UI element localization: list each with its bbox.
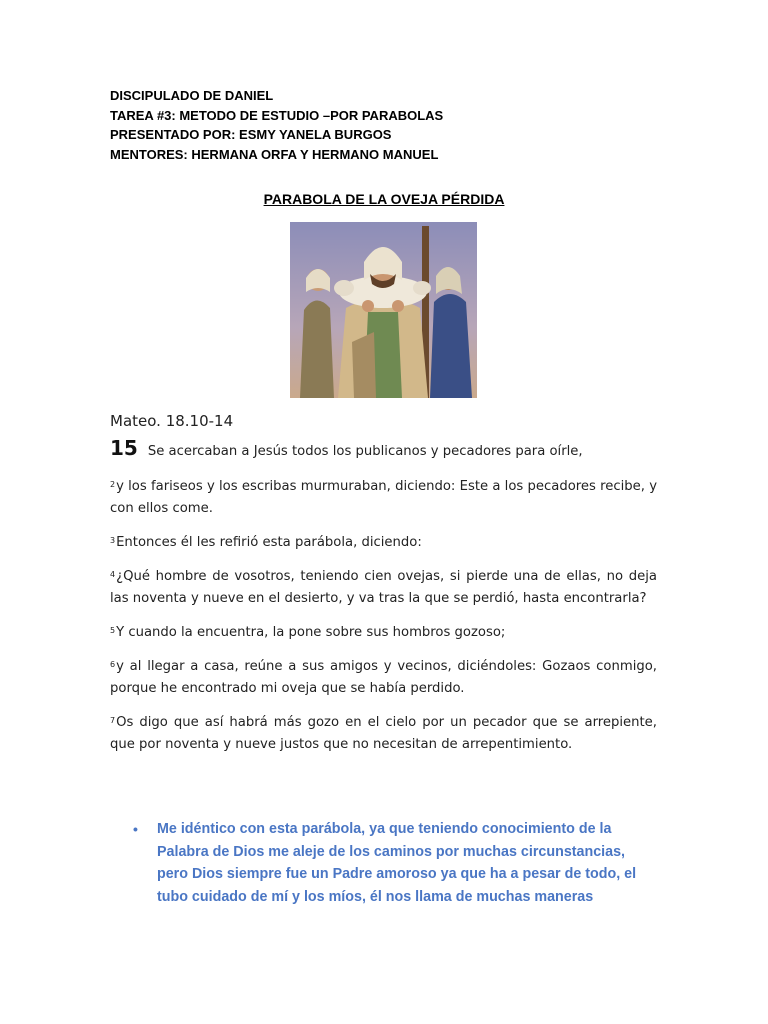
header-line-assignment: TAREA #3: METODO DE ESTUDIO –POR PARABOLAS — [110, 107, 444, 123]
verse-number: 5 — [110, 626, 116, 635]
scripture-reference: Mateo. 18.10-14 — [110, 412, 234, 430]
verse-1 — [110, 436, 657, 460]
document-header — [110, 86, 443, 164]
reflection-text: Me idéntico con esta parábola, ya que teniendo conocimiento de la Palabra de Dios me aleje de los caminos por muchas circunstancias, pero Dios siempre fue un Padre amoroso ya que ha a pesar de todo, el tubo cuidado de mí y los míos, él nos llama de muchas maneras — [157, 821, 637, 905]
verse-number: 3 — [110, 536, 116, 545]
verse-3 — [110, 530, 657, 554]
verse-text: ¿Qué hombre de vosotros, teniendo cien ovejas, si pierde una de ellas, no deja las noventa y nueve en el desierto, y va tras la que se perdió, hasta encontrarla? — [110, 569, 657, 606]
scripture-passage — [110, 412, 657, 766]
verse-text: y al llegar a casa, reúne a sus amigos y vecinos, diciéndoles: Gozaos conmigo, porque he encontrado mi oveja que se había perdido. — [110, 659, 657, 696]
verse-text: Os digo que así habrá más gozo en el cielo por un pecador que se arrepiente, que por noventa y nueve justos que no necesitan de arrepentimiento. — [110, 715, 657, 752]
bullet-icon: • — [133, 821, 138, 837]
header-line-mentors: MENTORES: HERMANA ORFA Y HERMANO MANUEL — [110, 146, 439, 162]
verse-text: Se acercaban a Jesús todos los publicanos y pecadores para oírle, — [147, 444, 583, 459]
verse-number: 7 — [110, 716, 116, 725]
verse-6 — [110, 654, 657, 700]
verse-4 — [110, 564, 657, 610]
document-title: PARABOLA DE LA OVEJA PÉRDIDA — [263, 191, 505, 207]
personal-reflection — [133, 818, 657, 908]
verse-2 — [110, 474, 657, 520]
verse-text: y los fariseos y los escribas murmuraban, diciendo: Este a los pecadores recibe, y con ellos come. — [110, 479, 657, 516]
chapter-number: 15 — [110, 436, 138, 460]
verse-7 — [110, 710, 657, 756]
verse-number: 6 — [110, 660, 116, 669]
shepherd-with-lost-sheep-illustration — [290, 222, 477, 398]
verse-5 — [110, 620, 657, 644]
verse-number: 2 — [110, 480, 116, 489]
header-line-presenter: PRESENTADO POR: ESMY YANELA BURGOS — [110, 127, 392, 142]
verse-text: Y cuando la encuentra, la pone sobre sus hombros gozoso; — [116, 625, 506, 640]
verse-text: Entonces él les refirió esta parábola, diciendo: — [116, 535, 422, 550]
verse-number: 4 — [110, 570, 116, 579]
header-line-course: DISCIPULADO DE DANIEL — [110, 88, 274, 103]
